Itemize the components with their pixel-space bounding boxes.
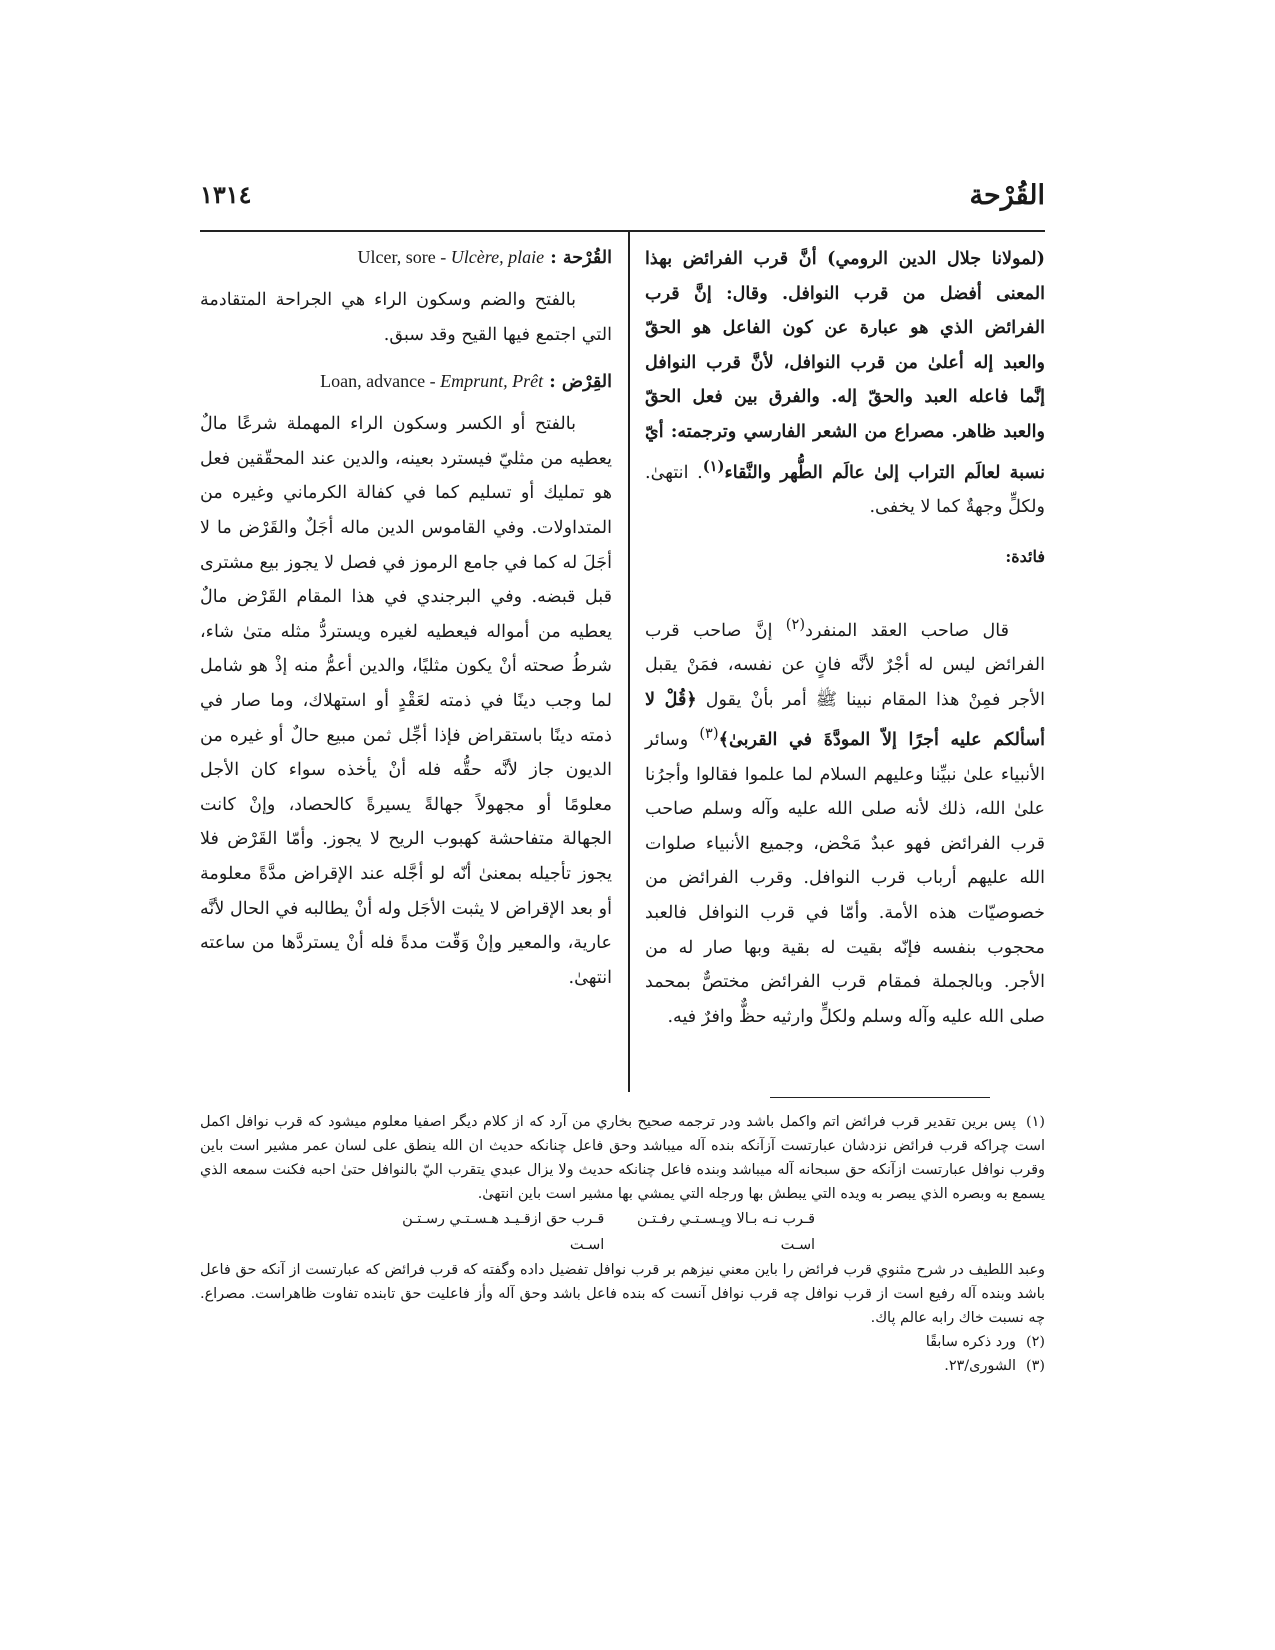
entry-body: بالفتح أو الكسر وسكون الراء المهملة شرعًا مالٌ يعطيه من مثليّ فيسترد بعينه، والدين عند المحقّقين فعل هو تمليك أو تسليم كما في كفالة الكرماني وغيره من المتداولات. وفي القاموس الدين ماله أجَلٌ والقَرْض ما لا أجَلَ له كما في جامع الرموز في فصل لا يجوز بيع مشترى قبل قبضه. وفي البرجندي في هذا المقام القَرْض مالٌ يعطيه من أمواله فيعطيه لغيره ويستردُّ مثله متىٰ شاء، شرطُ صحته أنْ يكون مثليًا، والدين أعمُّ منه إذْ هو شامل لما وجب دينًا في ذمته لعَقْدٍ أو استهلاك، وما صار في ذمته دينًا باستقراض فإذا أجِّل ثمن مبيع حالٌ أو غيره من الديون جاز لأنَّه حقُّه فله أنْ يأخذه سواء كان الأجل معلومًا أو مجهولاً جهالةً يسيرةً كالحصاد، وإنْ كانت الجهالة متفاحشة كهبوب الريح لا يجوز. وأمّا القَرْض فلا يجوز تأجيله بمعنىٰ أنّه لو أجَّله عند الإقراض مدَّةً معلومة أو بعد الإقراض لا يثبت الأجَل وله أنْ يطالبه في الحال لأنَّه عارية، والمعير وإنْ وَقّت مدةً فله أنْ يستردَّها من ساعته انتهىٰ. [200, 414, 612, 988]
verse-hemistich-1: قـرب نـه بـالا وپـسـتـي رفـتـن اسـت [637, 1211, 815, 1253]
gloss-separator: - [435, 247, 451, 267]
running-title: القُرْحة [969, 180, 1045, 211]
body-text-b: إنَّ صاحب قرب الفرائض ليس له أجْرٌ لأنَّه فانٍ عن نفسه، فمَنْ يقبل الأجر فمِنْ هذا المقام نبينا ﷺ أمر بأنْ يقول [645, 620, 1046, 710]
footnote-1-continued: وعبد اللطيف در شرح مثنوي قرب فرائض را باين معني نيزهم بر قرب نوافل تفضيل داده وگفته كه قرب فرائض كه عبارتست از آنكه حق فاعل باشد وبنده آله رفيع است از قرب نوافل چه قرب نوافل آنست كه بنده فاعل باشد وحق آله وأز فاعليت حق تابنده تفاوت ظاهراست. مصراع. چه نسبت خاك رابه عالم پاك. [200, 1262, 1045, 1326]
body-text-c: وسائر الأنبياء علىٰ نبيِّنا وعليهم السلام لما علموا فقالوا وأجرُنا علىٰ الله، ذلك لأنه صلى الله عليه وآله وسلم صاحب قرب الفرائض فهو عبدٌ مَحْض، وجميع الأنبياء صلوات الله عليهم أرباب قرب النوافل. وقرب الفرائض من خصوصيّات هذه الأمة. وأمّا في قرب النوافل فالعبد محجوب بنفسه فإنّه بقيت له بقية وبها صار له من الأجر. وبالجملة فمقام قرب الفرائض مختصٌّ بمحمد صلى الله عليه وآله وسلم ولكلٍّ وارثيه حظٌّ وافرٌ فيه. [645, 730, 1045, 1027]
gloss-separator: - [425, 371, 441, 392]
entry-gloss [320, 371, 543, 391]
verse-hemistich-2: قـرب حق ازقـيـد هـسـتـي رسـتـن اسـت [402, 1211, 605, 1253]
entry-heading [200, 366, 612, 397]
gloss-french: Ulcère, plaie [450, 247, 545, 267]
footnote-text: پس برين تقدير قرب فرائض اتم واكمل باشد ودر ترجمه صحيح بخاري من آرد كه از كلام ديگر اصفيا معلوم ميشود كه قرب نوافل اكمل است چراكه قرب فرائض نزدشان عبارتست آزآنكه بنده آله ميباشد وحق فاعل چنانكه حديث ان الله ينطق على لسان عمر مشير است باين وقرب نوافل عبارتست ازآنكه حق سبحانه آله ميباشد وبنده فاعل چنانكه حديث ولا يزال عبدي يتقرب اليّ بالنوافل حتىٰ احبه فكنت سمعه الذي يسمع به وبصره الذي يبصر به ويده التي يبطش بها ورجله التي يمشي بها مشير است باين انتهىٰ. [200, 1114, 1045, 1202]
entry-term: القِرْض [561, 371, 612, 393]
footnote-number: (٣) [1026, 1358, 1045, 1374]
footnote-text: الشورى/٢٣. [944, 1358, 1017, 1374]
footnote-number: (١) [1026, 1114, 1045, 1130]
footnotes [200, 1110, 1045, 1378]
quoted-paragraph-text: (لمولانا جلال الدين الرومي) أنَّ قرب الفرائض بهذا المعنى أفضل من قرب النوافل. وقال: إنَّ قرب الفرائض الذي هو عبارة عن كون الفاعل هو الحقّ والعبد إله أعلىٰ من قرب النوافل، لأنَّ قرب النوافل إنَّما فاعله العبد والحقّ إله. والفرق بين فعل الحقّ والعبد ظاهر. مصراع من الشعر الفارسي وترجمته: أيّ نسبة لعالَم التراب إلىٰ عالَم الطُّهر والنَّقاء [645, 248, 1045, 483]
footnote-ref-2: (٢) [785, 615, 806, 633]
body-paragraph [645, 608, 1045, 1035]
footnote-3 [200, 1354, 1045, 1378]
footnote-number: (٢) [1026, 1334, 1045, 1350]
footnote-rule [770, 1097, 990, 1098]
entry-body: بالفتح والضم وسكون الراء هي الجراحة المتقادمة التي اجتمع فيها القيح وقد سبق. [200, 290, 612, 345]
page-number: ١٣١٤ [200, 180, 252, 209]
persian-verse [200, 1206, 1045, 1258]
column-divider [628, 232, 630, 1092]
term-colon: : [544, 247, 563, 268]
entry-term: القُرْحة [562, 247, 612, 268]
footnote-ref-1: (١) [702, 457, 725, 475]
quran-quote: ﴿قُلْ لا أسألكم عليه أجرًا إلاّ المودَّةَ في القربىٰ﴾ [645, 688, 1045, 751]
footnote-2 [200, 1330, 1045, 1354]
gloss-english: Ulcer, sore [357, 247, 436, 267]
quoted-paragraph [645, 242, 1045, 525]
gloss-english: Loan, advance [320, 371, 426, 392]
left-column [200, 242, 612, 995]
footnote-ref-3: (٣) [699, 725, 719, 743]
body-text-a: قال صاحب العقد المنفرد [805, 620, 1010, 641]
right-column [645, 242, 1045, 1034]
footnote-1 [200, 1110, 1045, 1206]
section-heading: فائدة: [1005, 546, 1045, 566]
running-header [200, 180, 1045, 226]
entry-heading [200, 242, 612, 273]
term-colon: : [543, 371, 562, 393]
quoted-paragraph-tail: . انتهىٰ. ولكلٍّ وجهةٌ كما لا يخفى. [645, 462, 1045, 518]
footnote-text: ورد ذكره سابقًا [925, 1334, 1017, 1350]
entry-gloss [358, 247, 545, 267]
header-rule [200, 230, 1045, 232]
gloss-french: Emprunt, Prêt [440, 371, 544, 392]
